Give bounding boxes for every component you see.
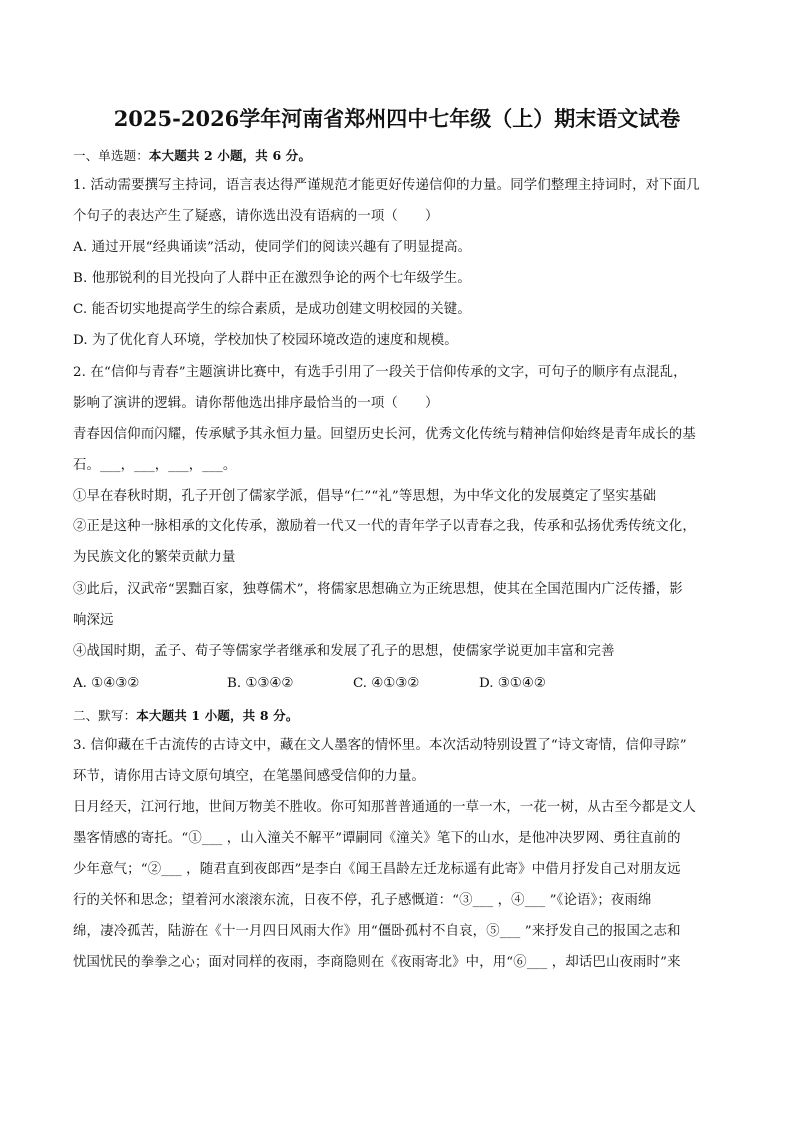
q3-line-2: 环节，请你用古诗文原句填空，在笔墨间感受信仰的力量。 bbox=[73, 769, 426, 784]
q2-sentence-1: ①早在春秋时期，孔子开创了儒家学派，倡导“仁”“礼”等思想，为中华文化的发展奠定了坚实基础 bbox=[73, 489, 657, 504]
q3-line-6: 行的关怀和思念；望着河水滚滚东流，日夜不停，孔子感慨道：“③___ ，④___ ”《论语》；夜雨绵 bbox=[73, 893, 652, 908]
q2-sentence-4: ④战国时期，孟子、荀子等儒家学者继承和发展了孔子的思想，使儒家学说更加丰富和完善 bbox=[73, 644, 615, 659]
q3-line-1: 3. 信仰藏在千古流传的古诗文中，藏在文人墨客的情怀里。本次活动特别设置了“诗文寄情，信仰寻踪” bbox=[73, 738, 687, 753]
q2-stem-line-1: 2. 在“信仰与青春”主题演讲比赛中，有选手引用了一段关于信仰传承的文字，可句子的顺序有点混乱， bbox=[73, 365, 687, 380]
section-1-rule: 本大题共 2 小题，共 6 分。 bbox=[148, 148, 312, 163]
q3-line-5: 少年意气；“②___ ，随君直到夜郎西”是李白《闻王昌龄左迁龙标遥有此寄》中借月抒发自己对朋友远 bbox=[73, 862, 681, 877]
q3-line-4: 墨客情感的寄托。“①___ ，山入潼关不解平”谭嗣同《潼关》笔下的山水，是他冲决罗网、勇往直前的 bbox=[73, 831, 681, 846]
q2-sentence-2-line-1: ②正是这种一脉相承的文化传承，激励着一代又一代的青年学子以青春之我，传承和弘扬优秀传统文化， bbox=[73, 519, 696, 534]
section-2-rule: 本大题共 1 小题，共 8 分。 bbox=[136, 708, 299, 723]
q2-options-row bbox=[73, 674, 733, 694]
q2-option-d: D. ③①④② bbox=[479, 676, 546, 691]
q1-option-c: C. 能否切实地提高学生的综合素质，是成功创建文明校园的关键。 bbox=[73, 302, 471, 317]
q2-sentence-3-line-2: 响深远 bbox=[73, 613, 114, 628]
q1-option-a: A. 通过开展“经典诵读”活动，使同学们的阅读兴趣有了明显提高。 bbox=[73, 240, 472, 255]
exam-title: 2025-2026学年河南省郑州四中七年级（上）期末语文试卷 bbox=[113, 106, 681, 131]
section-1-prefix: 一、单选题： bbox=[73, 148, 149, 163]
q2-sentence-3-line-1: ③此后，汉武帝“罢黜百家，独尊儒术”，将儒家思想确立为正统思想，使其在全国范围内广泛传播，影 bbox=[73, 582, 683, 597]
q3-line-7: 绵，凄冷孤苦，陆游在《十一月四日风雨大作》用“僵卧孤村不自哀，⑤___ ”来抒发自己的报国之志和 bbox=[73, 924, 681, 939]
q2-option-a: A. ①④③② bbox=[73, 676, 140, 691]
q2-option-c: C. ④①③② bbox=[353, 676, 420, 691]
q2-passage-line-1: 青春因信仰而闪耀，传承赋予其永恒力量。回望历史长河，优秀文化传统与精神信仰始终是青年成长的基 bbox=[73, 427, 696, 442]
q1-stem-line-2: 个句子的表达产生了疑惑，请你选出没有语病的一项（ ） bbox=[73, 209, 439, 224]
q1-stem-line-1: 1. 活动需要撰写主持词，语言表达得严谨规范才能更好传递信仰的力量。同学们整理主持词时，对下面几 bbox=[73, 178, 700, 193]
q1-option-d: D. 为了优化育人环境，学校加快了校园环境改造的速度和规模。 bbox=[73, 333, 458, 348]
q2-sentence-2-line-2: 为民族文化的繁荣贡献力量 bbox=[73, 550, 236, 565]
q2-option-b: B. ①③④② bbox=[227, 676, 294, 691]
q3-line-3: 日月经天，江河行地，世间万物美不胜收。你可知那普普通通的一草一木，一花一树，从古至今都是文人 bbox=[73, 800, 696, 815]
section-1-heading bbox=[73, 146, 733, 166]
q1-option-b: B. 他那锐利的目光投向了人群中正在激烈争论的两个七年级学生。 bbox=[73, 271, 471, 286]
q2-stem-line-2: 影响了演讲的逻辑。请你帮他选出排序最恰当的一项（ ） bbox=[73, 396, 439, 411]
section-2-prefix: 二、默写： bbox=[73, 708, 137, 723]
section-2-heading bbox=[73, 706, 733, 726]
q2-passage-line-2: 石。___，___，___，___。 bbox=[73, 458, 237, 473]
q3-line-8: 忧国忧民的拳拳之心；面对同样的夜雨，李商隐则在《夜雨寄北》中，用“⑥___ ，却话巴山夜雨时”来 bbox=[73, 955, 681, 970]
